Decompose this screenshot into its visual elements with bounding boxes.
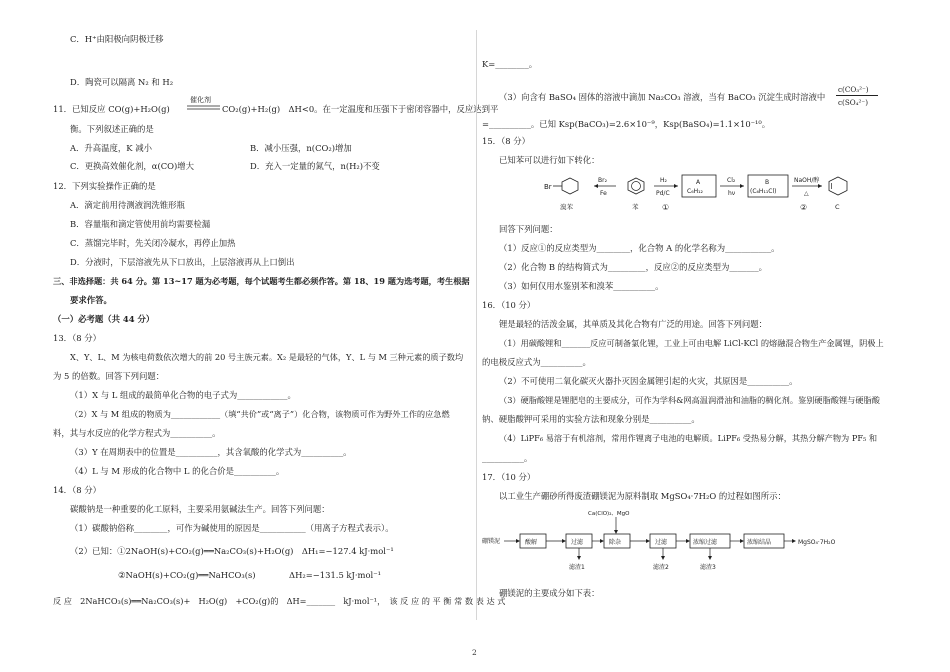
q13-stem-line2: 为 5 的倍数。回答下列问题： <box>53 371 165 381</box>
q17-stem: 以工业生产硼砂所得废渣硼镁泥为原料制取 MgSO₄·7H₂O 的过程如图所示： <box>499 491 786 501</box>
cyclohexene-structure <box>829 177 847 195</box>
bromobenzene-label: 溴苯 <box>560 203 573 211</box>
flow-step-5: 浓缩过滤 <box>693 539 718 546</box>
q16-part3-line1: （3）硬脂酸锂是锂肥皂的主要成分，可作为学科&网高温润滑油和油脂的稠化剂。鉴别硬脂酸锂与硬脂酸 <box>499 395 880 405</box>
fraction-denominator: c(SO₄²⁻) <box>838 98 869 107</box>
q16-part4-line1: （4）LiPF₆ 易溶于有机溶剂，常用作锂离子电池的电解质。LiPF₆ 受热易分解，其热分解产物为 PF₅ 和 <box>499 433 878 443</box>
compound-a-formula: C₆H₁₂ <box>687 188 703 195</box>
arrow-head-icon <box>577 556 581 560</box>
section3-heading-cont: 要求作答。 <box>70 295 112 305</box>
q14-part2-eq1: （2）已知：①2NaOH(s)+CO₂(g)══Na₂CO₃(s)+H₂O(g) ΔH₁=−127.4 kJ·mol⁻¹ <box>70 546 394 556</box>
step2-label: ② <box>800 203 808 212</box>
q15-ask: 回答下列问题： <box>499 224 558 234</box>
flow-product: MgSO₄·7H₂O <box>798 539 836 546</box>
q16-part2: （2）不可使用二氧化碳灭火器扑灭因金属锂引起的火灾，其原因是__________。 <box>499 376 798 386</box>
flow-step-6: 浓缩结晶 <box>747 539 772 546</box>
arrow-head-icon <box>562 539 566 543</box>
q15-number: 15．（8 分） <box>482 136 530 146</box>
q13-part2-line2: 料，其与水反应的化学方程式为__________。 <box>53 428 221 438</box>
arrow4-reagent: NaOH/醇 <box>794 177 820 184</box>
q14-number: 14．（8 分） <box>53 485 101 495</box>
q13-part4: （4）L 与 M 形成的化合物中 L 的化合价是__________。 <box>70 466 285 476</box>
q14-part3-line2: =__________。已知 Ksp(BaCO₃)=2.6×10⁻⁹，Ksp(BaSO₄)=1.1×10⁻¹⁰。 <box>482 119 771 129</box>
column-divider <box>476 30 477 620</box>
compound-b-formula: (C₆H₁₁Cl) <box>750 188 777 195</box>
q17-number: 17．（10 分） <box>482 472 536 482</box>
q13-stem-line1: X、Y、L、M 为核电荷数依次增大的前 20 号主族元素。X₂ 是最轻的气体，Y、L 与 M 三种元素的质子数均 <box>70 352 464 362</box>
q15-part1: （1）反应①的反应类型为________，化合物 A 的化学名称为___________。 <box>499 243 780 253</box>
arrow-head-icon <box>674 184 678 188</box>
arrow-head-icon <box>740 539 744 543</box>
q16-part1-line1: （1）用碳酸锂和_______反应可制备氯化锂，工业上可由电解 LiCl-KCl 的熔融混合物生产金属锂，阴极上 <box>499 338 884 348</box>
q12-option-c: C．蒸馏完毕时，先关闭冷凝水，再停止加热 <box>70 238 236 248</box>
q11-stem-part2: CO₂(g)+H₂(g) ΔH<0。在一定温度和压强下于密闭容器中，反应达到平 <box>222 104 499 114</box>
q12-option-a: A．滴定前用待测液润洗锥形瓶 <box>70 200 185 210</box>
q16-number: 16．（10 分） <box>482 300 536 310</box>
process-flow-diagram <box>482 506 922 576</box>
arrow-head-icon <box>614 530 618 534</box>
q11-option-a: A．升高温度，K 减小 <box>70 143 152 153</box>
benzene-label: 苯 <box>632 203 639 211</box>
q14-stem: 碳酸钠是一种重要的化工原料，主要采用氨碱法生产。回答下列问题： <box>70 504 330 514</box>
q16-part3-line2: 钠、硬脂酸钾可采用的实验方法和现象分别是__________。 <box>482 414 700 424</box>
q11-stem-line2: 衡。下列叙述正确的是 <box>70 124 154 134</box>
q11-option-d: D．充入一定量的氮气，n(H₂)不变 <box>250 161 380 171</box>
q10-option-d: D．陶瓷可以隔离 N₂ 和 H₂ <box>70 77 174 87</box>
q14-part1: （1）碳酸钠俗称________，可作为碱使用的原因是___________（用离子方程式表示）。 <box>70 523 394 533</box>
q16-part4-line2: __________。 <box>482 453 533 463</box>
page-number: 2 <box>472 648 477 657</box>
q15-part3: （3）如何仅用水鉴别苯和溴苯__________。 <box>499 281 664 291</box>
flow-step-2: 过滤 <box>571 539 584 546</box>
q12-option-d: D．分液时，下层溶液先从下口放出，上层溶液再从上口倒出 <box>70 257 295 267</box>
arrow-head-icon <box>646 539 650 543</box>
benzene-structure <box>628 178 644 194</box>
br-label: Br <box>544 183 552 191</box>
q15-stem: 已知苯可以进行如下转化： <box>499 155 600 165</box>
required-section-heading: （一）必考题（共 44 分） <box>53 314 155 324</box>
q16-stem: 锂是最轻的活泼金属，其单质及其化合物有广泛的用途。回答下列问题： <box>499 319 767 329</box>
arrow3-reagent: Cl₂ <box>727 177 736 184</box>
arrow-head-icon <box>818 184 822 188</box>
flow-residue-1: 滤渣1 <box>569 564 585 571</box>
q17-table-intro: 硼镁泥的主要成分如下表： <box>499 588 600 598</box>
arrow4-condition: △ <box>804 190 809 197</box>
arrow-head-icon <box>792 539 796 543</box>
arrow1-catalyst: Fe <box>600 190 607 197</box>
compound-c-label: C <box>835 203 840 211</box>
q10-option-c: C．H⁺由阳极向阴极迁移 <box>70 34 164 44</box>
flow-step-4: 过滤 <box>655 539 668 546</box>
step1-label: ① <box>662 203 670 212</box>
q11-stem-part1: 11．已知反应 CO(g)+H₂O(g) <box>53 104 170 114</box>
q12-stem: 12．下列实验操作正确的是 <box>53 181 156 191</box>
q13-part1: （1）X 与 L 组成的最简单化合物的电子式为____________。 <box>70 390 296 400</box>
q16-part1-line2: 的电极反应式为__________。 <box>482 357 591 367</box>
flow-start: 硼镁泥 <box>482 538 501 545</box>
bromobenzene-structure <box>553 178 578 194</box>
arrow-head-icon <box>686 539 690 543</box>
q11-catalyst-label: 催化剂 <box>190 96 211 104</box>
q13-part2-line1: （2）X 与 M 组成的物质为____________（填“共价”或“离子”）化合物，该物质可作为野外工作的应急燃 <box>70 409 450 419</box>
arrow2-reagent: H₂ <box>660 177 667 184</box>
arrow-head-icon <box>661 556 665 560</box>
arrow-head-icon <box>594 184 598 188</box>
flow-step-3: 除杂 <box>609 539 622 546</box>
q11-option-c: C．更换高效催化剂，α(CO)增大 <box>70 161 194 171</box>
benzene-reaction-scheme <box>544 168 890 214</box>
q12-option-b: B．容量瓶和滴定管使用前均需要检漏 <box>70 219 211 229</box>
section3-heading: 三、非选择题：共 64 分。第 13~17 题为必考题，每个试题考生都必须作答。第 18、19 题为选考题，考生根据 <box>53 276 470 286</box>
arrow-head-icon <box>740 184 744 188</box>
q13-number: 13．（8 分） <box>53 333 101 343</box>
compound-b-label: B <box>765 179 770 186</box>
q14-k-expression: K=________。 <box>482 59 538 69</box>
arrow2-catalyst: Pd/C <box>656 190 670 197</box>
arrow-head-icon <box>600 539 604 543</box>
arrow3-condition: hν <box>728 190 736 197</box>
q14-part3-line1: （3）向含有 BaSO₄ 固体的溶液中滴加 Na₂CO₃ 溶液，当有 BaCO₃ 沉淀生成时溶液中 <box>499 92 826 102</box>
flow-residue-3: 滤渣3 <box>700 564 716 571</box>
fraction-bar <box>836 95 878 96</box>
fraction-numerator: c(CO₃²⁻) <box>838 85 869 94</box>
q11-option-b: B．减小压强，n(CO₂)增加 <box>250 143 352 153</box>
q13-part3: （3）Y 在周期表中的位置是__________，其含氧酸的化学式为__________。 <box>70 447 352 457</box>
flow-step-1: 酸解 <box>525 539 538 546</box>
flow-residue-2: 滤渣2 <box>653 564 669 571</box>
q15-part2: （2）化合物 B 的结构简式为_________，反应②的反应类型为_______。 <box>499 262 768 272</box>
arrow-head-icon <box>708 556 712 560</box>
q14-part2-target: 反 应 2NaHCO₃(s)══Na₂CO₃(s)+ H₂O(g) +CO₂(g)的 ΔH=_______ kJ·mol⁻¹， 该 反 应 的 平 衡 常 数 表 达 式 <box>53 596 506 606</box>
compound-a-label: A <box>696 179 701 186</box>
arrow-head-icon <box>516 539 520 543</box>
equilibrium-arrow-icon <box>186 103 222 113</box>
q14-part2-eq2: ②NaOH(s)+CO₂(g)══NaHCO₃(s) ΔH₂=−131.5 kJ·mol⁻¹ <box>118 570 381 580</box>
arrow1-reagent: Br₂ <box>598 177 607 184</box>
reagent-label: Ca(ClO)₂、MgO <box>588 511 630 517</box>
